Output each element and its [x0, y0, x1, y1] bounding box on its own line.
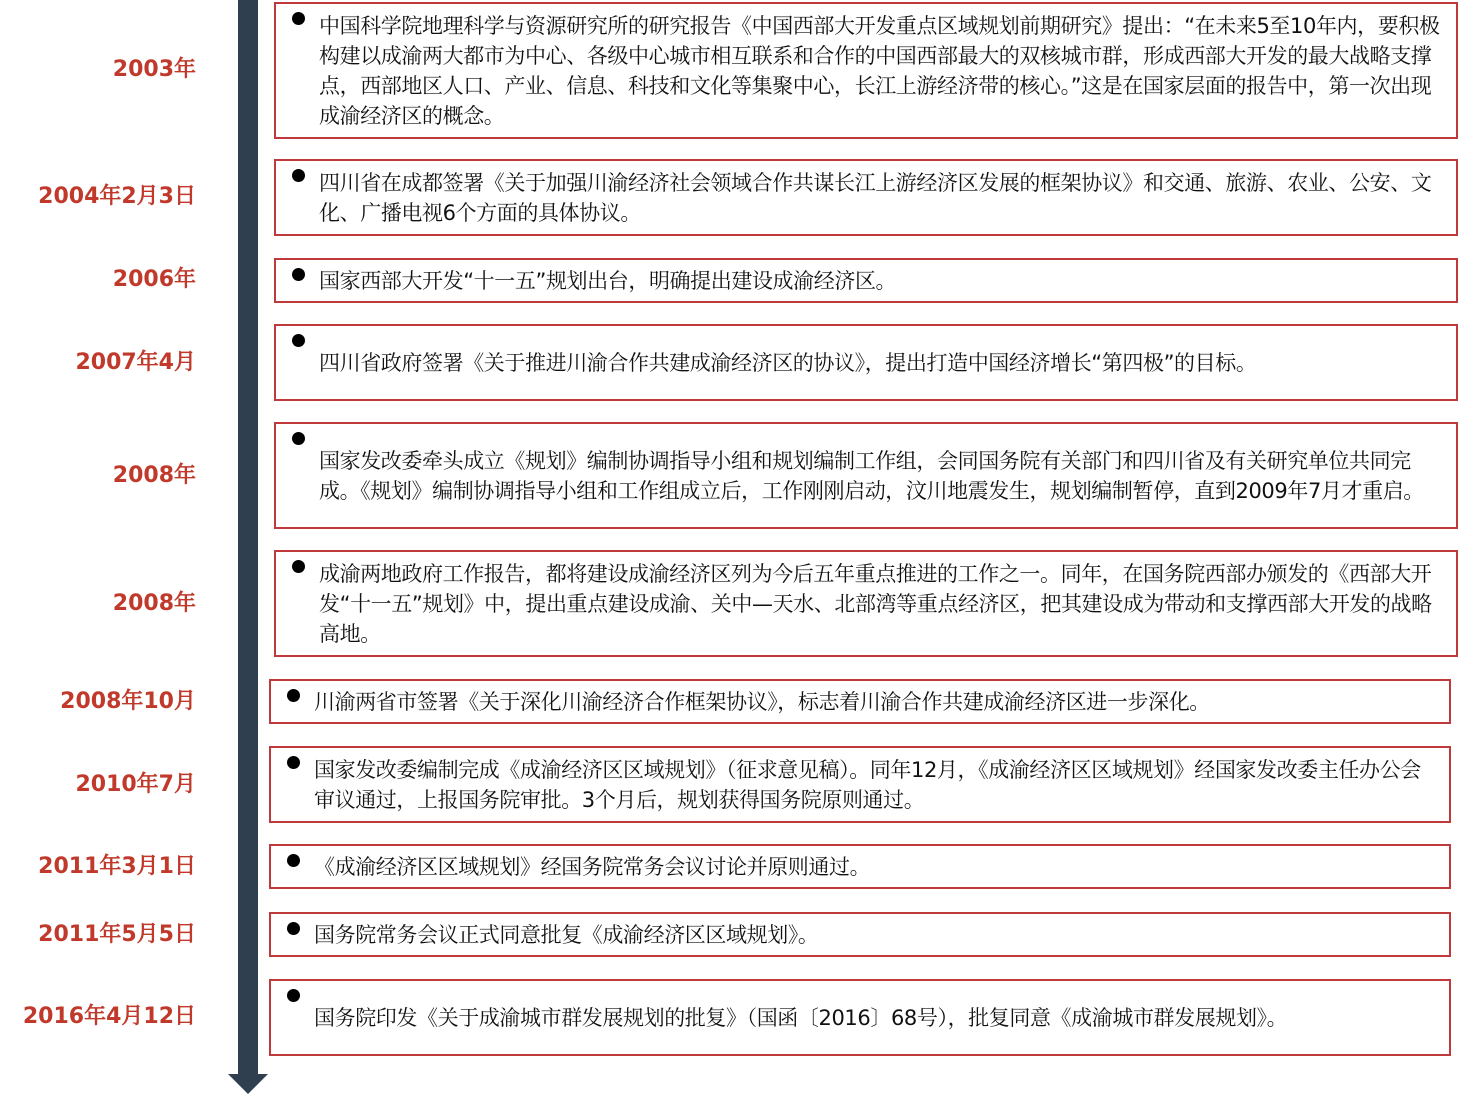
event-box	[274, 258, 1458, 303]
event-date: 2006年	[112, 267, 196, 292]
event-description: 国家发改委牵头成立《规划》编制协调指导小组和规划编制工作组，会同国务院有关部门和四川省及有关研究单位共同完成。《规划》编制协调指导小组和工作组成立后，工作刚刚启动，汶川地震发生，规划编制暂停，直到2009年7月才重启。	[319, 448, 1424, 503]
event-date: 2003年	[112, 57, 196, 82]
event-date: 2007年4月	[75, 350, 196, 375]
event-box	[274, 550, 1458, 657]
bullet-icon	[292, 169, 305, 182]
event-box	[274, 159, 1458, 236]
event-description: 四川省在成都签署《关于加强川渝经济社会领域合作共谋长江上游经济区发展的框架协议》和交通、旅游、农业、公安、文化、广播电视6个方面的具体协议。	[319, 170, 1432, 225]
event-box	[274, 324, 1458, 401]
bullet-icon	[292, 334, 305, 347]
bullet-icon	[287, 854, 300, 867]
event-description: 国家发改委编制完成《成渝经济区区域规划》（征求意见稿）。同年12月，《成渝经济区区域规划》经国家发改委主任办公会审议通过，上报国务院审批。3个月后，规划获得国务院原则通过。	[314, 757, 1421, 812]
event-description: 国家西部大开发“十一五”规划出台，明确提出建设成渝经济区。	[319, 268, 897, 293]
event-description: 国务院印发《关于成渝城市群发展规划的批复》（国函〔2016〕68号），批复同意《成渝城市群发展规划》。	[314, 1005, 1288, 1030]
event-box	[269, 844, 1451, 889]
arrow-down-icon	[228, 1074, 268, 1094]
event-date: 2010年7月	[75, 772, 196, 797]
event-description: 中国科学院地理科学与资源研究所的研究报告《中国西部大开发重点区域规划前期研究》提出：“在未来5至10年内，要积极构建以成渝两大都市为中心、各级中心城市相互联系和合作的中国西部最大的双核城市群，形成西部大开发的最大战略支撑点，西部地区人口、产业、信息、科技和文化等集聚中心，长江上游经济带的核心。”这是在国家层面的报告中，第一次出现成渝经济区的概念。	[319, 13, 1440, 128]
event-box	[269, 746, 1451, 823]
event-date: 2008年	[112, 463, 196, 488]
event-box	[269, 679, 1451, 724]
event-description: 国务院常务会议正式同意批复《成渝经济区区域规划》。	[314, 922, 819, 947]
bullet-icon	[292, 268, 305, 281]
event-description: 四川省政府签署《关于推进川渝合作共建成渝经济区的协议》，提出打造中国经济增长“第四极”的目标。	[319, 350, 1257, 375]
event-box	[269, 912, 1451, 957]
event-description: 《成渝经济区区域规划》经国务院常务会议讨论并原则通过。	[314, 854, 871, 879]
event-box	[269, 979, 1451, 1056]
event-description: 川渝两省市签署《关于深化川渝经济合作框架协议》，标志着川渝合作共建成渝经济区进一步深化。	[314, 689, 1210, 714]
event-date: 2016年4月12日	[22, 1004, 196, 1029]
event-date: 2008年10月	[60, 689, 196, 714]
bullet-icon	[287, 756, 300, 769]
event-date: 2004年2月3日	[38, 184, 196, 209]
event-box	[274, 2, 1458, 139]
bullet-icon	[287, 989, 300, 1002]
event-box	[274, 422, 1458, 529]
bullet-icon	[287, 689, 300, 702]
bullet-icon	[292, 560, 305, 573]
event-date: 2011年5月5日	[38, 922, 196, 947]
timeline-axis	[238, 0, 258, 1078]
event-description: 成渝两地政府工作报告，都将建设成渝经济区列为今后五年重点推进的工作之一。同年，在国务院西部办颁发的《西部大开发“十一五”规划》中，提出重点建设成渝、关中—天水、北部湾等重点经济区，把其建设成为带动和支撑西部大开发的战略高地。	[319, 561, 1432, 646]
event-date: 2011年3月1日	[38, 854, 196, 879]
bullet-icon	[287, 922, 300, 935]
event-date: 2008年	[112, 591, 196, 616]
bullet-icon	[292, 12, 305, 25]
bullet-icon	[292, 432, 305, 445]
